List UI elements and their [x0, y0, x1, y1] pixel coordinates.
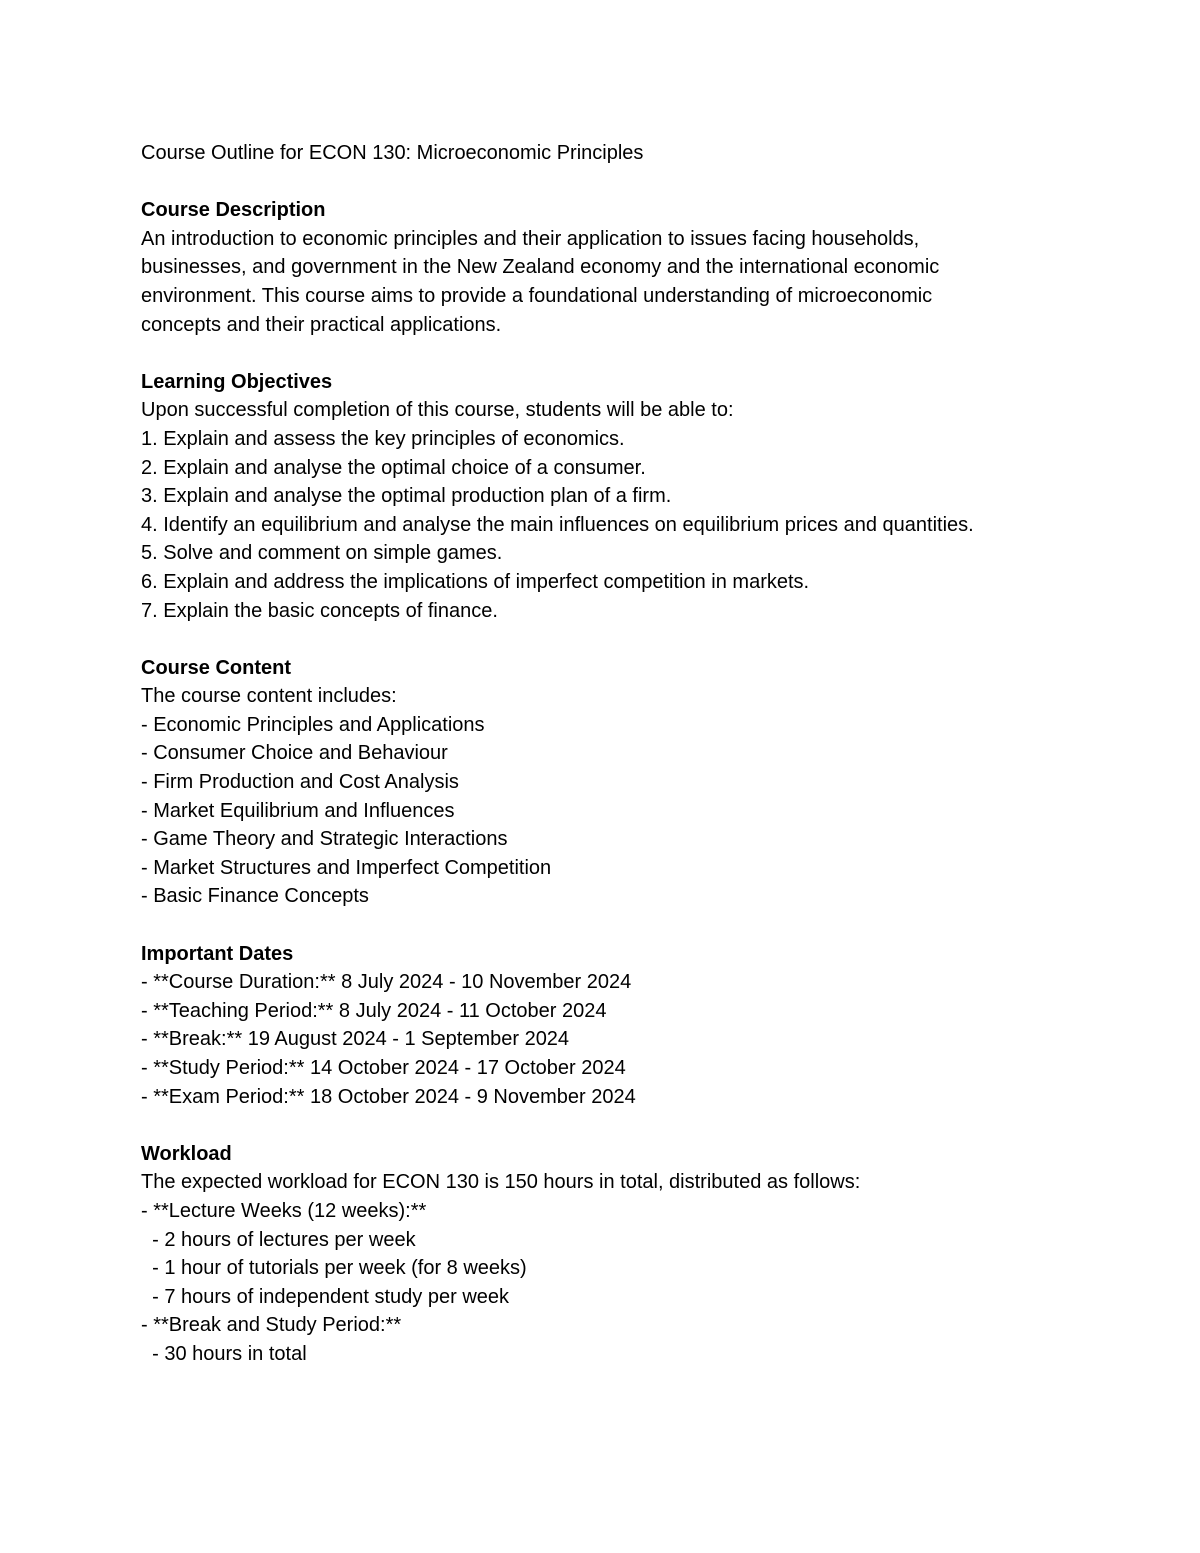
list-item: 5. Solve and comment on simple games. — [141, 542, 503, 565]
course-content-intro: The course content includes: — [141, 685, 397, 708]
list-item: - Consumer Choice and Behaviour — [141, 742, 448, 765]
document-title: Course Outline for ECON 130: Microeconomic Principles — [141, 142, 644, 164]
list-item: - Basic Finance Concepts — [141, 885, 369, 908]
objectives-list — [141, 425, 1101, 625]
list-item: 7. Explain the basic concepts of finance. — [141, 599, 498, 622]
important-dates-heading: Important Dates — [141, 942, 294, 965]
list-item: - Market Equilibrium and Influences — [141, 799, 455, 822]
content-list — [141, 711, 1101, 911]
description-line: businesses, and government in the New Zealand economy and the international economic — [141, 256, 940, 279]
workload-heading: Workload — [141, 1142, 232, 1165]
list-item: - Market Structures and Imperfect Competition — [141, 856, 552, 879]
learning-objectives-heading: Learning Objectives — [141, 370, 333, 393]
description-line: concepts and their practical applications. — [141, 313, 502, 336]
list-item: - **Teaching Period:** 8 July 2024 - 11 October 2024 — [141, 999, 607, 1022]
list-item: 2. Explain and analyse the optimal choice of a consumer. — [141, 456, 646, 479]
list-item: - **Study Period:** 14 October 2024 - 17 October 2024 — [141, 1057, 626, 1079]
list-item: 4. Identify an equilibrium and analyse the main influences on equilibrium prices and quantities. — [141, 513, 974, 536]
list-item: - 7 hours of independent study per week — [141, 1285, 510, 1308]
list-item: - **Break and Study Period:** — [141, 1314, 402, 1337]
list-item: 3. Explain and analyse the optimal production plan of a firm. — [141, 485, 672, 508]
course-description-section — [141, 196, 1101, 339]
workload-section — [141, 1140, 1101, 1369]
spacer — [141, 168, 1101, 197]
spacer — [141, 911, 1101, 940]
description-line: An introduction to economic principles and their application to issues facing households, — [141, 227, 920, 250]
workload-list — [141, 1197, 1101, 1369]
course-content-heading: Course Content — [141, 656, 291, 679]
course-description-heading: Course Description — [141, 199, 326, 222]
spacer — [141, 339, 1101, 368]
list-item: - **Exam Period:** 18 October 2024 - 9 November 2024 — [141, 1085, 636, 1108]
list-item: 1. Explain and assess the key principles of economics. — [141, 427, 625, 450]
list-item: - Game Theory and Strategic Interactions — [141, 828, 508, 851]
important-dates-section — [141, 940, 1101, 1112]
spacer — [141, 625, 1101, 654]
description-line: environment. This course aims to provide a foundational understanding of microeconomic — [141, 284, 933, 307]
course-content-section — [141, 654, 1101, 911]
list-item: - **Course Duration:** 8 July 2024 - 10 November 2024 — [141, 971, 632, 994]
learning-objectives-intro: Upon successful completion of this course, students will be able to: — [141, 399, 734, 422]
dates-list — [141, 968, 1101, 1111]
list-item: - Firm Production and Cost Analysis — [141, 771, 459, 794]
list-item: - Economic Principles and Applications — [141, 713, 485, 736]
list-item: - **Break:** 19 August 2024 - 1 September 2024 — [141, 1028, 570, 1051]
list-item: - **Lecture Weeks (12 weeks):** — [141, 1199, 427, 1222]
list-item: - 1 hour of tutorials per week (for 8 weeks) — [141, 1257, 527, 1280]
spacer — [141, 1111, 1101, 1140]
workload-intro: The expected workload for ECON 130 is 150 hours in total, distributed as follows: — [141, 1171, 861, 1194]
list-item: - 30 hours in total — [141, 1342, 307, 1365]
list-item: 6. Explain and address the implications of imperfect competition in markets. — [141, 570, 810, 593]
document-body — [141, 139, 1101, 1369]
list-item: - 2 hours of lectures per week — [141, 1228, 416, 1251]
learning-objectives-section — [141, 368, 1101, 625]
